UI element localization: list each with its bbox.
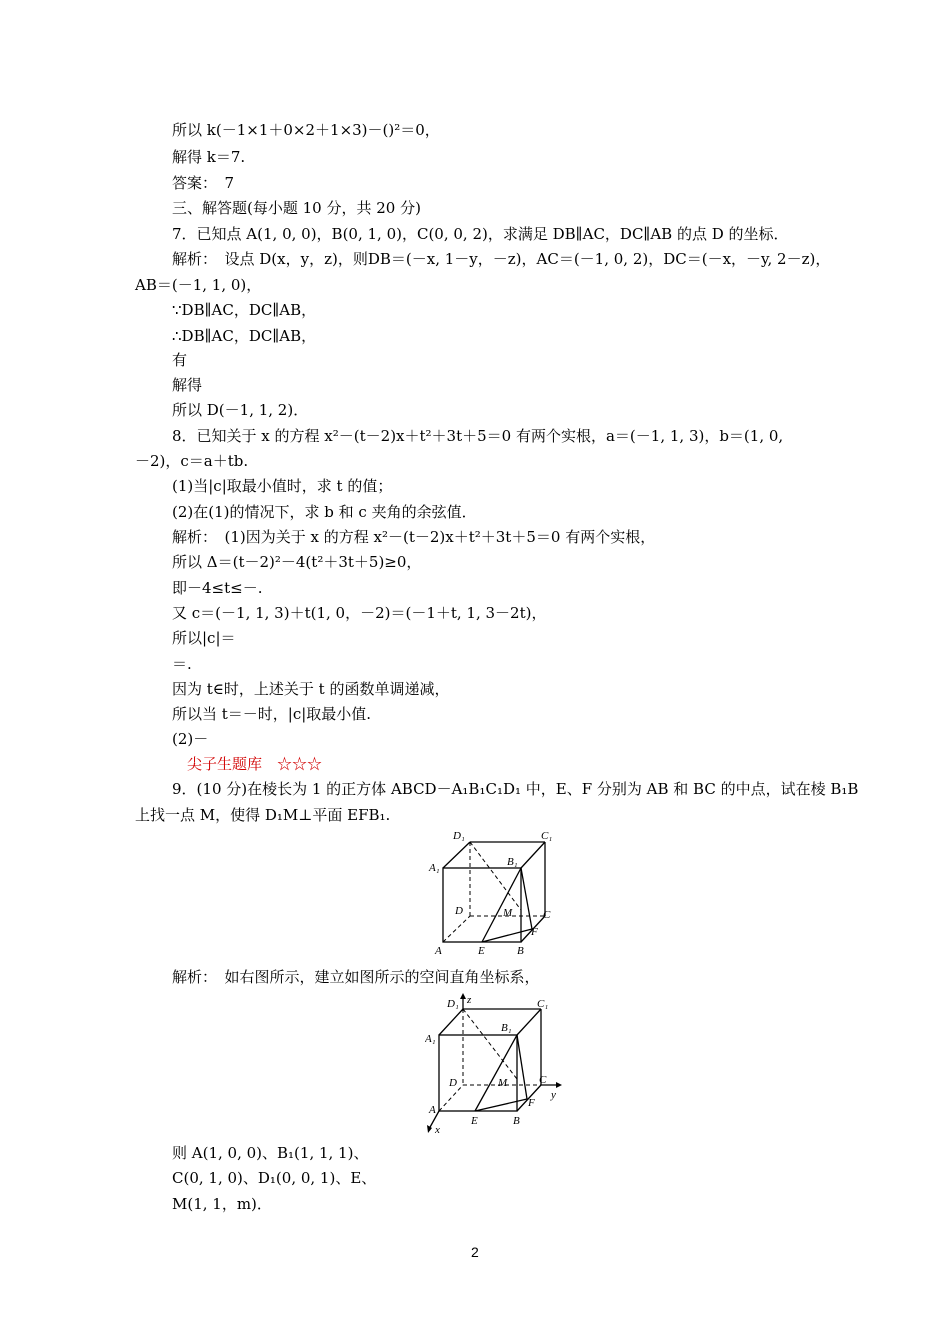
label-b1: B₁ xyxy=(501,1022,512,1034)
label-f: F xyxy=(528,1097,535,1109)
line-7: AB＝(－1, 1, 0)， xyxy=(135,276,262,294)
section-heading-red: 尖子生题库 ☆☆☆ xyxy=(187,755,323,773)
line-23: 因为 t∈时，上述关于 t 的函数单调递减， xyxy=(172,680,450,698)
line-9: ∴DB∥AC，DC∥AB， xyxy=(172,327,317,345)
label-c: C xyxy=(543,909,551,921)
axis-y: y xyxy=(551,1089,556,1101)
label-c1: C₁ xyxy=(537,998,549,1010)
label-b: B xyxy=(517,945,524,957)
line-28: 上找一点 M，使得 D₁M⊥平面 EFB₁. xyxy=(135,806,391,824)
label-a: A xyxy=(429,1104,436,1116)
label-e: E xyxy=(478,945,485,957)
label-m: M xyxy=(498,1077,508,1089)
line-1: 所以 k(－1×1＋0×2＋1×3)－()²＝0， xyxy=(172,121,440,139)
line-14: －2)，c＝a＋tb. xyxy=(135,452,249,470)
line-19: 即－4≤t≤－. xyxy=(172,579,263,597)
label-a1: A₁ xyxy=(429,862,440,874)
label-a1: A₁ xyxy=(425,1033,436,1045)
cube-figure-2 xyxy=(425,993,565,1135)
line-3: 答案： 7 xyxy=(172,174,235,192)
line-11: 解得 xyxy=(172,376,203,394)
axis-x: x xyxy=(435,1124,440,1135)
line-10: 有 xyxy=(172,351,188,369)
cube-figure-1 xyxy=(425,828,560,960)
line-6: 解析： 设点 D(x，y，z)，则DB＝(－x, 1－y，－z)，AC＝(－1, 0, 2)，DC＝(－x，－y, 2－z)， xyxy=(172,250,831,268)
problem-9: 9．(10 分)在棱长为 1 的正方体 ABCD－A₁B₁C₁D₁ 中，E、F 分别为 AB 和 BC 的中点，试在棱 B₁B xyxy=(172,780,859,798)
section-heading: 三、解答题(每小题 10 分，共 20 分) xyxy=(172,199,421,217)
line-18: 所以 Δ＝(t－2)²－4(t²＋3t＋5)≥0， xyxy=(172,553,422,571)
label-a: A xyxy=(435,945,442,957)
axis-z: z xyxy=(467,994,472,1006)
line-17: 解析： (1)因为关于 x 的方程 x²－(t－2)x＋t²＋3t＋5＝0 有两个实根， xyxy=(172,528,656,546)
line-24: 所以当 t＝－时，|c|取最小值. xyxy=(172,705,372,723)
page-number: 2 xyxy=(471,1244,479,1260)
label-d: D xyxy=(449,1077,457,1089)
problem-7: 7．已知点 A(1, 0, 0)，B(0, 1, 0)，C(0, 0, 2)，求满足 DB∥AC，DC∥AB 的点 D 的坐标． xyxy=(172,225,789,243)
label-f: F xyxy=(531,926,538,938)
line-15: (1)当|c|取最小值时，求 t 的值； xyxy=(172,477,393,495)
line-2: 解得 k＝7. xyxy=(172,148,246,166)
label-d1: D₁ xyxy=(453,830,465,842)
line-32: M(1, 1，m)． xyxy=(172,1195,272,1213)
line-8: ∵DB∥AC，DC∥AB， xyxy=(172,301,317,319)
label-d1: D₁ xyxy=(447,998,459,1010)
line-22: ＝. xyxy=(172,655,192,673)
line-16: (2)在(1)的情况下，求 b 和 c 夹角的余弦值． xyxy=(172,503,477,521)
line-12: 所以 D(－1, 1, 2)． xyxy=(172,401,309,419)
line-31: C(0, 1, 0)、D₁(0, 0, 1)、E、 xyxy=(172,1169,377,1187)
line-20: 又 c＝(－1, 1, 3)＋t(1, 0，－2)＝(－1＋t, 1, 3－2t)， xyxy=(172,604,547,622)
line-29: 解析： 如右图所示，建立如图所示的空间直角坐标系， xyxy=(172,968,540,986)
label-b1: B₁ xyxy=(507,856,518,868)
line-21: 所以|c|＝ xyxy=(172,629,236,647)
problem-8: 8．已知关于 x 的方程 x²－(t－2)x＋t²＋3t＋5＝0 有两个实根，a＝(－1, 1, 3)，b＝(1, 0, xyxy=(172,427,784,445)
label-m: M xyxy=(503,907,513,919)
label-b: B xyxy=(513,1115,520,1127)
label-e: E xyxy=(471,1115,478,1127)
label-d: D xyxy=(455,905,463,917)
line-25: (2)－ xyxy=(172,730,209,748)
line-30: 则 A(1, 0, 0)、B₁(1, 1, 1)、 xyxy=(172,1144,369,1162)
label-c: C xyxy=(539,1074,547,1086)
label-c1: C₁ xyxy=(541,830,553,842)
